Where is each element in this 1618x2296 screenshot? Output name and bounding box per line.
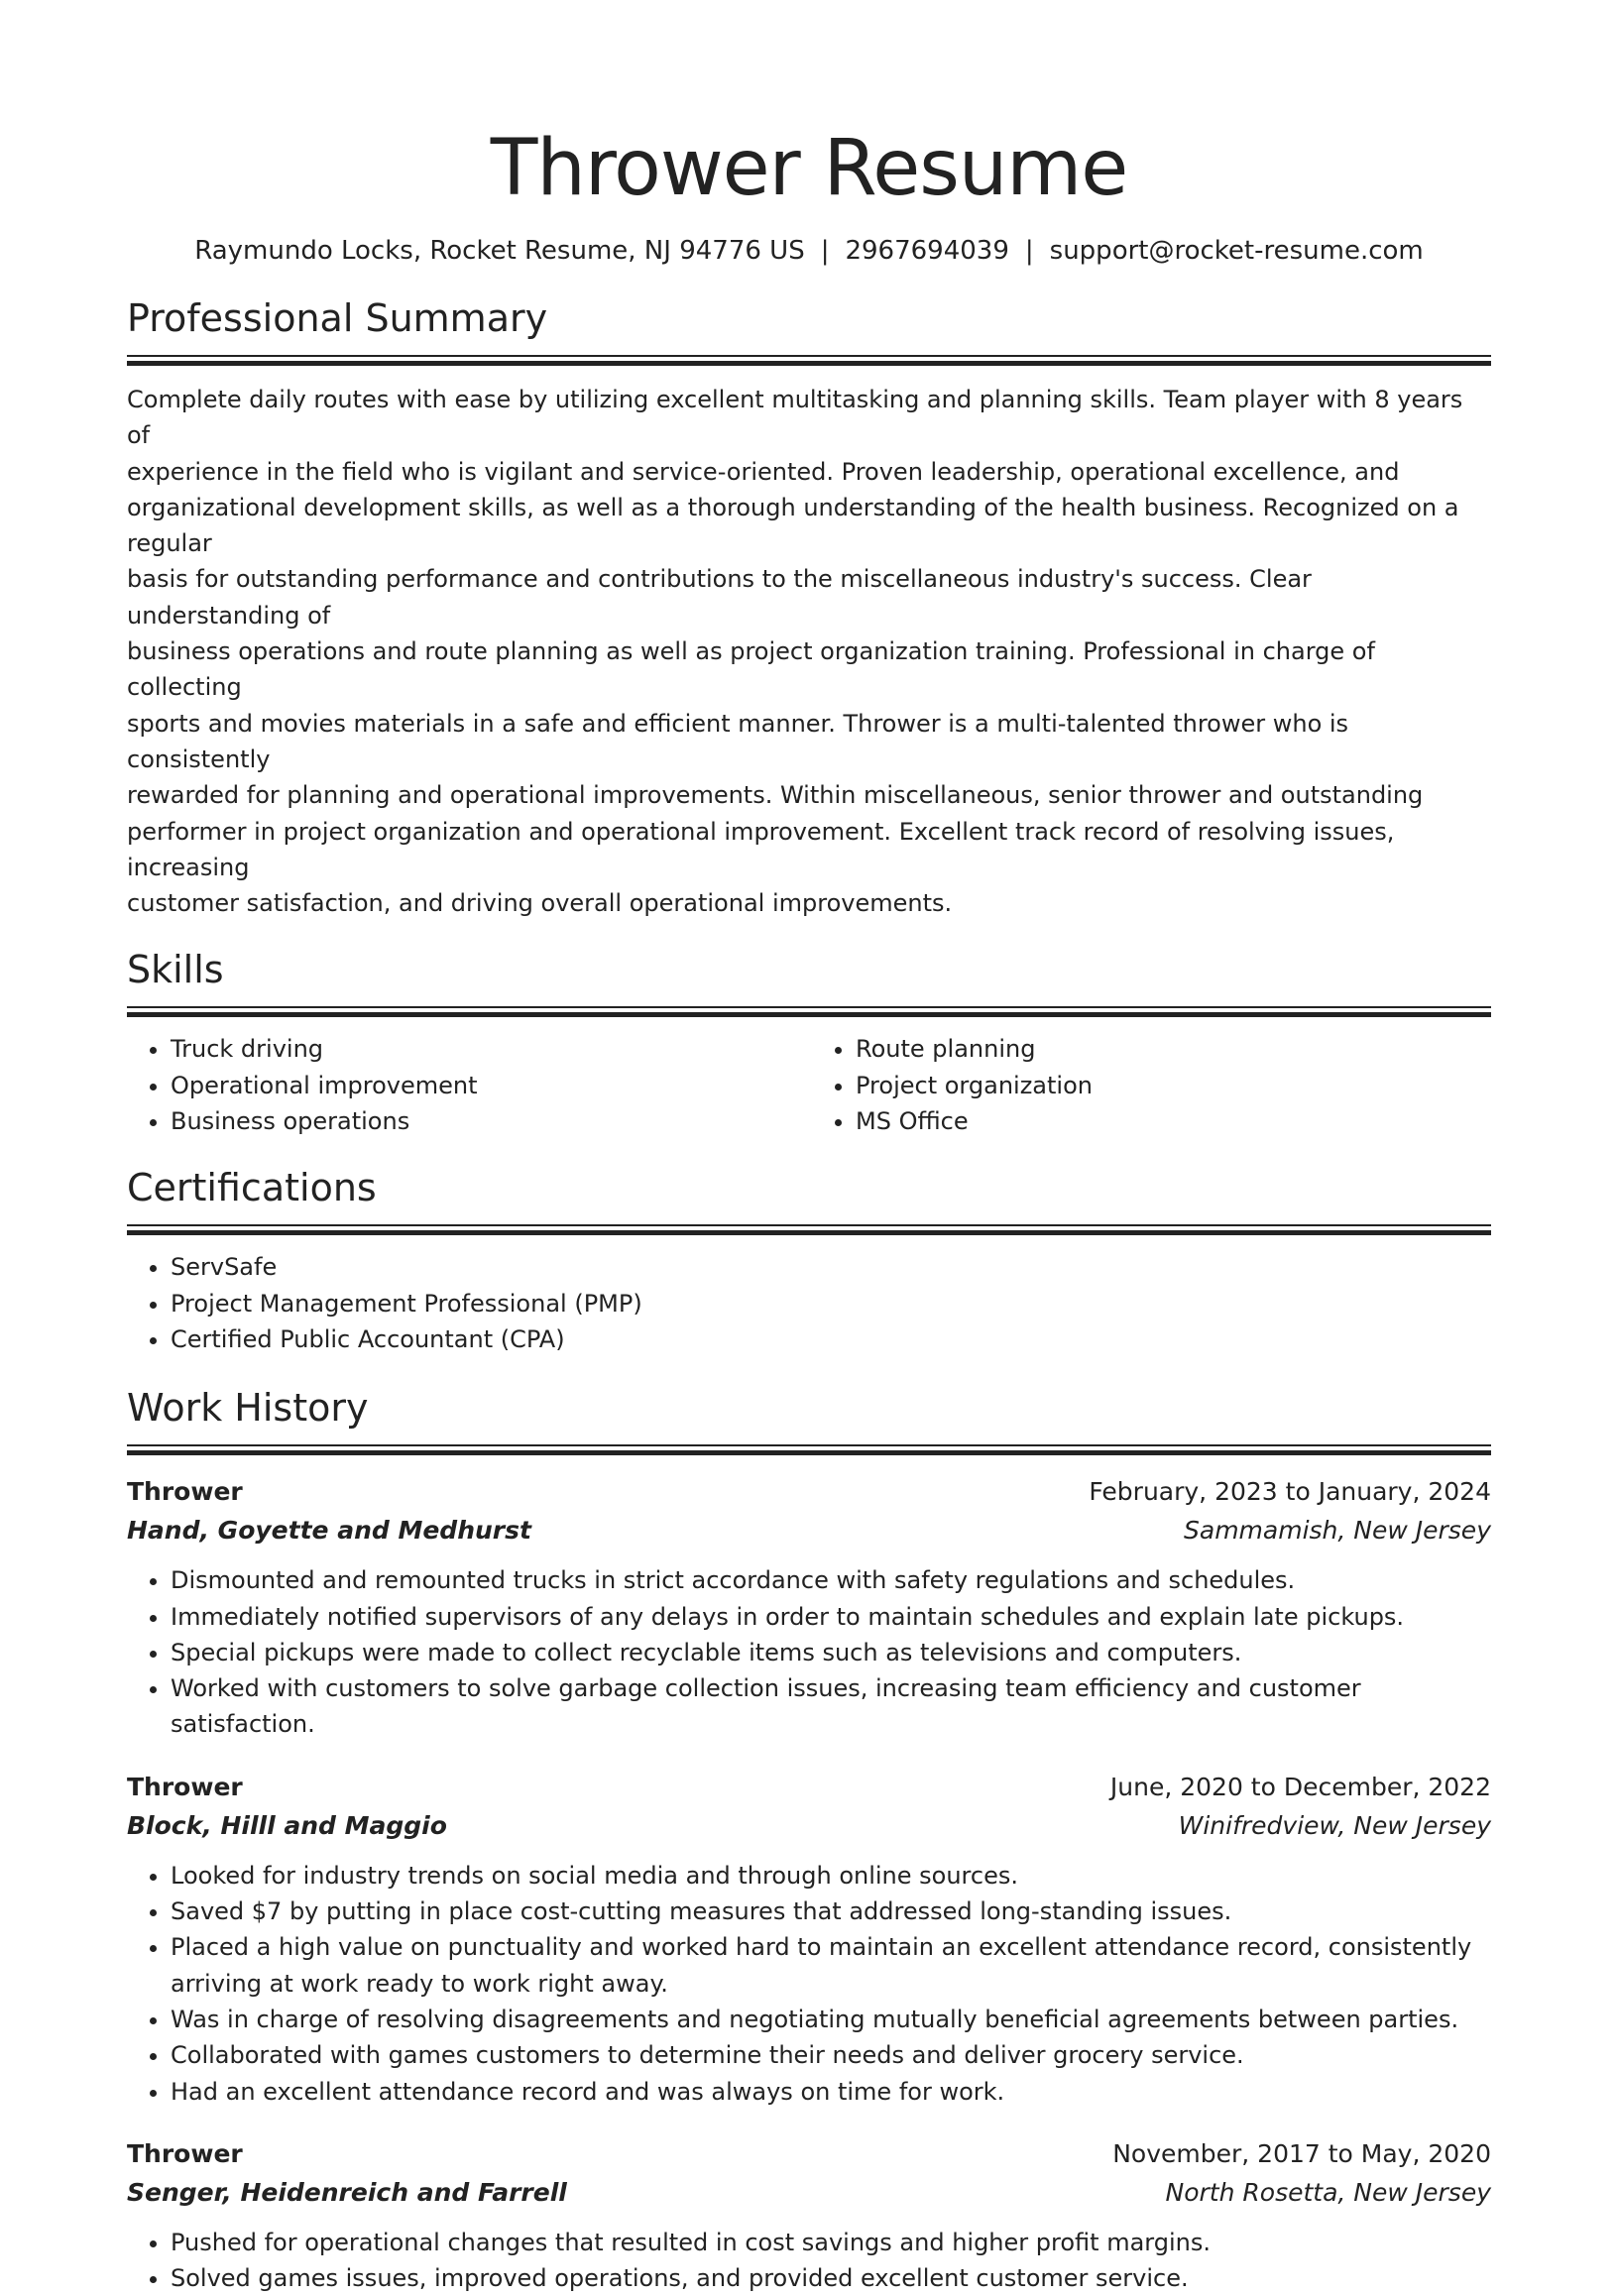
job-bullets	[127, 1562, 1491, 1742]
job-bullets	[127, 2225, 1491, 2296]
job-entry	[127, 2135, 1491, 2296]
skills-column-left	[127, 1031, 806, 1139]
job-bullet: • Worked with customers to solve garbage collection issues, increasing team efficiency and customer satisfaction.	[171, 1670, 1491, 1743]
job-bullet: • Special pickups were made to collect recyclable items such as televisions and computers.	[171, 1635, 1491, 1670]
job-title: Thrower	[127, 1477, 243, 1507]
certification-item: • ServSafe	[171, 1249, 1491, 1285]
job-location: Sammamish, New Jersey	[1184, 1516, 1491, 1546]
job-bullet: • Pushed for operational changes that resulted in cost savings and higher profit margins.	[171, 2225, 1491, 2260]
job-bullets	[127, 1858, 1491, 2110]
section-divider	[127, 1006, 1491, 1017]
skill-item: • MS Office	[856, 1103, 1491, 1139]
job-company: Hand, Goyette and Medhurst	[127, 1516, 531, 1546]
job-bullet: • Placed a high value on punctuality and worked hard to maintain an excellent attendance record, consistently arriving at work ready to work right away.	[171, 1929, 1491, 2002]
skill-item: • Business operations	[171, 1103, 806, 1139]
skills-section	[127, 945, 1491, 1139]
contact-line	[127, 234, 1491, 268]
summary-line: experience in the field who is vigilant and service-oriented. Proven leadership, operational excellence, and	[127, 457, 1400, 486]
job-bullet: • Dismounted and remounted trucks in strict accordance with safety regulations and schedules.	[171, 1562, 1491, 1598]
summary-line: rewarded for planning and operational improvements. Within miscellaneous, senior thrower and outstanding	[127, 781, 1424, 810]
job-bullet: • Saved $7 by putting in place cost-cutting measures that addressed long-standing issues.	[171, 1894, 1491, 1929]
job-company: Senger, Heidenreich and Farrell	[127, 2177, 567, 2207]
work-history-section	[127, 1383, 1491, 2296]
summary-line: performer in project organization and operational improvement. Excellent track record of resolving issues, increasing	[127, 817, 1395, 881]
job-bullet: • Solved games issues, improved operations, and provided excellent customer service.	[171, 2260, 1491, 2296]
section-divider	[127, 355, 1491, 366]
skill-item: • Route planning	[856, 1031, 1491, 1067]
job-bullet: • Looked for industry trends on social media and through online sources.	[171, 1858, 1491, 1894]
certifications-section	[127, 1163, 1491, 1357]
certifications-heading: Certifications	[127, 1166, 377, 1210]
summary-line: organizational development skills, as well as a thorough understanding of the health business. Recognized on a regular	[127, 493, 1459, 558]
skills-column-right	[806, 1031, 1491, 1139]
contact-email: support@rocket-resume.com	[1049, 236, 1424, 266]
skill-item: • Truck driving	[171, 1031, 806, 1067]
certification-item: • Certified Public Accountant (CPA)	[171, 1321, 1491, 1357]
job-entry	[127, 1769, 1491, 2110]
job-title: Thrower	[127, 2138, 243, 2168]
skills-heading: Skills	[127, 948, 224, 992]
summary-section	[127, 293, 1491, 921]
job-bullet: • Collaborated with games customers to determine their needs and deliver grocery service.	[171, 2037, 1491, 2073]
job-dates: June, 2020 to December, 2022	[1109, 1772, 1491, 1801]
section-divider	[127, 1444, 1491, 1455]
job-bullet: • Had an excellent attendance record and was always on time for work.	[171, 2074, 1491, 2110]
summary-line: basis for outstanding performance and contributions to the miscellaneous industry's success. Clear understanding of	[127, 565, 1312, 630]
resume-title: Thrower Resume	[490, 124, 1128, 213]
summary-line: sports and movies materials in a safe and efficient manner. Thrower is a multi-talented thrower who is consistently	[127, 709, 1349, 773]
summary-text	[127, 382, 1491, 921]
skills-list	[127, 1031, 1491, 1139]
summary-heading: Professional Summary	[127, 296, 548, 340]
summary-line: Complete daily routes with ease by utilizing excellent multitasking and planning skills. Team player with 8 years of	[127, 386, 1463, 450]
skill-item: • Project organization	[856, 1068, 1491, 1103]
job-bullet: • Immediately notified supervisors of any delays in order to maintain schedules and explain late pickups.	[171, 1599, 1491, 1635]
section-divider	[127, 1224, 1491, 1235]
summary-line: customer satisfaction, and driving overall operational improvements.	[127, 889, 953, 918]
contact-address: Raymundo Locks, Rocket Resume, NJ 94776 US	[194, 236, 805, 266]
job-dates: November, 2017 to May, 2020	[1112, 2138, 1491, 2168]
work-history-heading: Work History	[127, 1386, 369, 1431]
summary-line: business operations and route planning as well as project organization training. Professional in charge of collecting	[127, 637, 1375, 702]
contact-separator: |	[1024, 236, 1034, 266]
job-entry	[127, 1473, 1491, 1742]
skill-item: • Operational improvement	[171, 1068, 806, 1103]
job-dates: February, 2023 to January, 2024	[1089, 1477, 1491, 1507]
job-location: North Rosetta, New Jersey	[1165, 2177, 1491, 2207]
certifications-list	[127, 1249, 1491, 1357]
job-location: Winifredview, New Jersey	[1178, 1810, 1491, 1840]
contact-separator: |	[820, 236, 830, 266]
job-bullet: • Was in charge of resolving disagreements and negotiating mutually beneficial agreements between parties.	[171, 2002, 1491, 2037]
certification-item: • Project Management Professional (PMP)	[171, 1286, 1491, 1321]
job-title: Thrower	[127, 1772, 243, 1801]
contact-phone: 2967694039	[845, 236, 1009, 266]
job-company: Block, Hilll and Maggio	[127, 1810, 447, 1840]
